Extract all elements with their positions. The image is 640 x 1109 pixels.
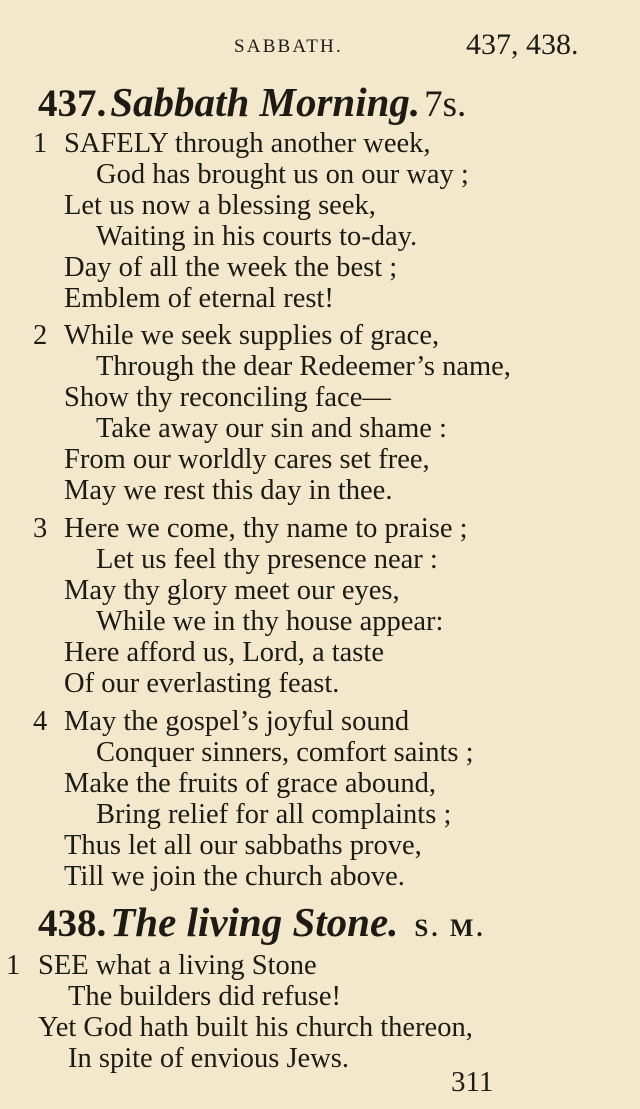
hymn-meter: 7s. [424,84,467,125]
verse-line: Let us feel thy presence near : [96,544,438,575]
hymn-number: 438. [38,902,107,945]
hymn-437-title-row [38,78,466,126]
verse-number: 1 [33,128,48,159]
verse-line: In spite of envious Jews. [68,1043,350,1074]
verse-number: 4 [33,706,48,737]
verse-line: Bring relief for all complaints ; [96,799,452,830]
hymn-number: 437. [38,82,107,125]
verse-line: Make the fruits of grace abound, [64,768,436,799]
verse-line: God has brought us on our way ; [96,159,469,190]
verse-line: May thy glory meet our eyes, [64,575,400,606]
verse-line: Take away our sin and shame : [96,413,447,444]
verse-line: The builders did refuse! [68,981,342,1012]
verse-line: From our worldly cares set free, [64,444,430,475]
verse-line: SAFELY through another week, [64,128,431,159]
verse-line: May the gospel’s joyful sound [64,706,410,737]
hymn-title: Sabbath Morning. [110,79,421,125]
verse-line: Show thy reconciling face— [64,382,391,413]
verse-line: SEE what a living Stone [38,950,317,981]
verse-line: Here afford us, Lord, a taste [64,637,384,668]
verse-line: Of our everlasting feast. [64,668,340,699]
verse-line: Day of all the week the best ; [64,252,398,283]
running-title: SABBATH. [234,36,343,57]
page-number: 311 [451,1066,494,1098]
verse-line: Thus let all our sabbaths prove, [64,830,422,861]
hymn-438-title-row [38,898,486,946]
verse-number: 2 [33,320,48,351]
verse-line: While we in thy house appear: [96,606,444,637]
verse-line: Through the dear Redeemer’s name, [96,351,511,382]
verse-line: Here we come, thy name to praise ; [64,513,468,544]
verse-number: 1 [6,950,21,981]
verse-line: Let us now a blessing seek, [64,190,376,221]
hymn-title: The living Stone. [110,899,399,945]
running-head [0,28,640,62]
verse-line: While we seek supplies of grace, [64,320,440,351]
hymn-meter: S. M. [414,915,486,942]
verse-number: 3 [33,513,48,544]
page-range: 437, 438. [466,28,579,61]
verse-line: Yet God hath built his church thereon, [38,1012,473,1043]
verse-line: May we rest this day in thee. [64,475,393,506]
verse-line: Till we join the church above. [64,861,405,892]
verse-line: Waiting in his courts to-day. [96,221,418,252]
verse-line: Conquer sinners, comfort saints ; [96,737,474,768]
verse-line: Emblem of eternal rest! [64,283,334,314]
